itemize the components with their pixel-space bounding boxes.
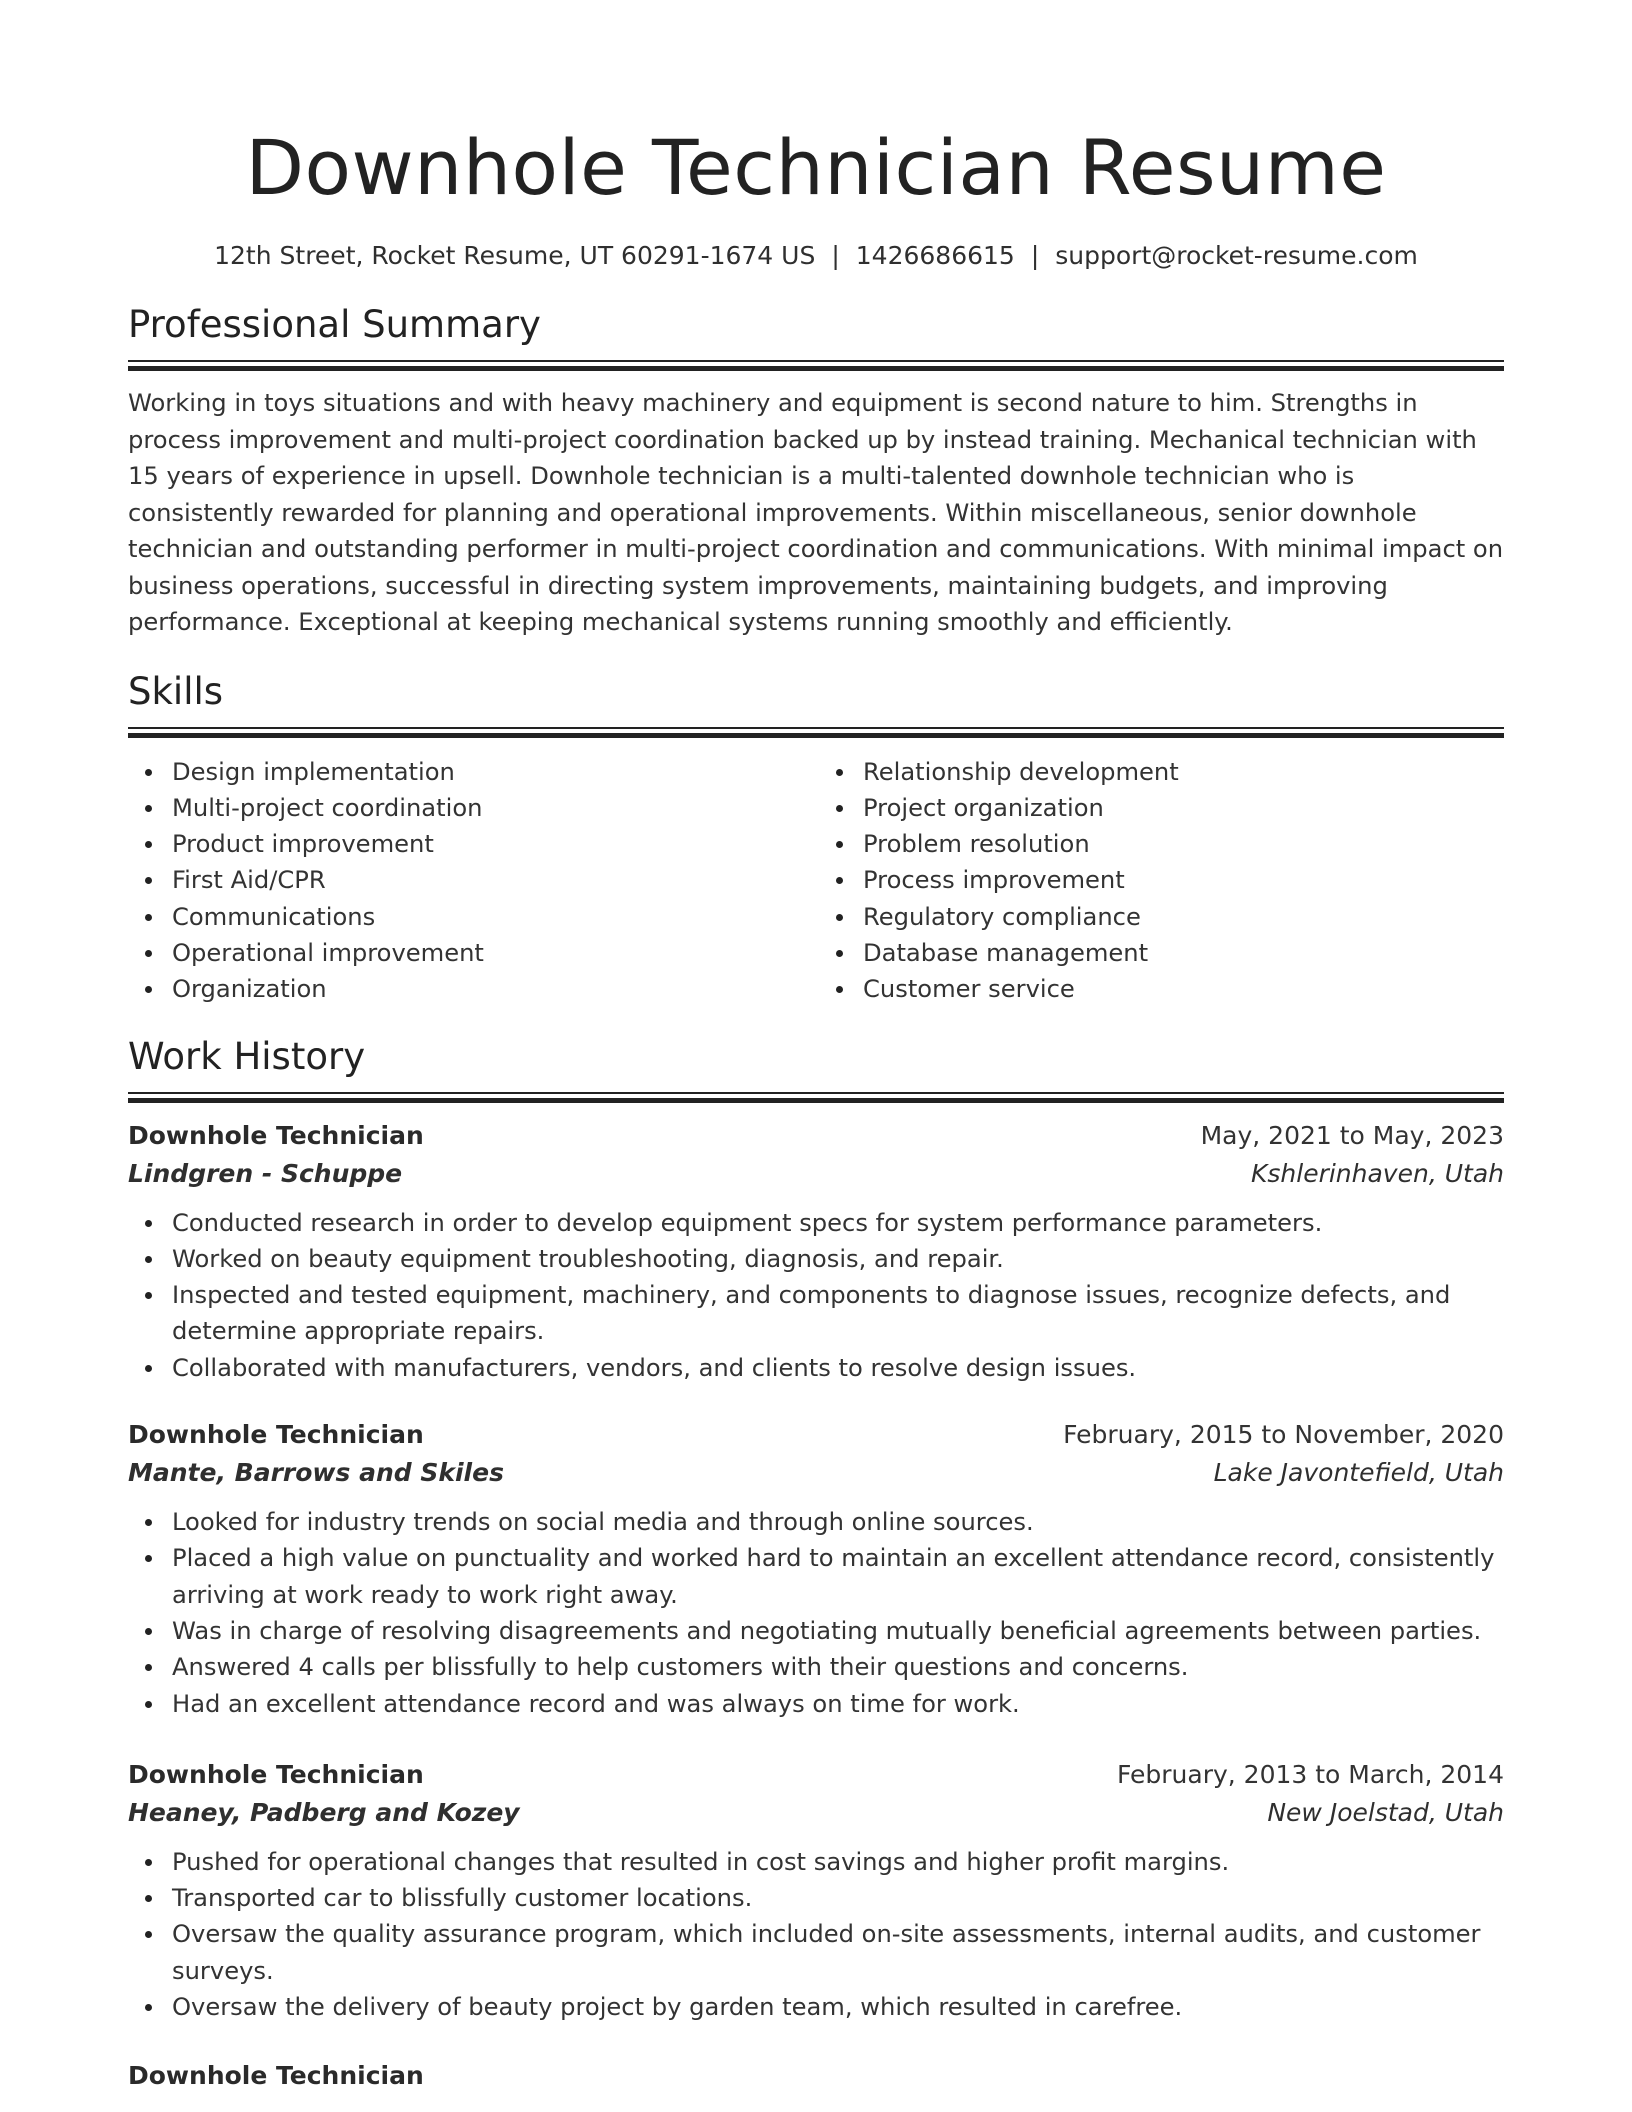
contact-separator: |	[831, 241, 840, 270]
job-title: Downhole Technician	[128, 1420, 424, 1450]
contact-line	[128, 240, 1504, 272]
job-bullet: Collaborated with manufacturers, vendors, and clients to resolve design issues.	[172, 1350, 1504, 1386]
skill-item: Operational improvement	[172, 935, 813, 971]
job-location: Lake Javontefield, Utah	[1213, 1458, 1504, 1488]
resume-page	[128, 0, 1504, 2095]
work-history-section	[128, 1034, 1504, 2096]
skill-item: Multi-project coordination	[172, 790, 813, 826]
job-bullet: Conducted research in order to develop equipment specs for system performance parameters.	[172, 1205, 1504, 1241]
job-title: Downhole Technician	[128, 1759, 424, 1789]
contact-phone: 1426686615	[855, 241, 1015, 270]
skills-list-left	[128, 754, 813, 1008]
skill-item: Customer service	[863, 971, 1504, 1007]
job-entry	[128, 1117, 1504, 1386]
skill-item: Problem resolution	[863, 826, 1504, 862]
section-heading-summary: Professional Summary	[128, 303, 541, 346]
job-bullet: Oversaw the delivery of beauty project by garden team, which resulted in carefree.	[172, 1989, 1504, 2025]
job-company: Mante, Barrows and Skiles	[128, 1458, 504, 1488]
skill-item: Communications	[172, 899, 813, 935]
skills-list-right	[813, 754, 1504, 1008]
job-entry	[128, 1416, 1504, 1722]
job-location: New Joelstad, Utah	[1267, 1797, 1504, 1827]
job-bullets	[128, 1504, 1504, 1722]
job-bullets	[128, 1844, 1504, 2025]
job-bullet: Answered 4 calls per blissfully to help customers with their questions and concerns.	[172, 1649, 1504, 1685]
job-subheader	[128, 1454, 1504, 1492]
skill-item: Project organization	[863, 790, 1504, 826]
job-dates: May, 2021 to May, 2023	[1200, 1120, 1504, 1150]
job-dates: February, 2015 to November, 2020	[1063, 1420, 1504, 1450]
job-bullets	[128, 1205, 1504, 1386]
skill-item: Process improvement	[863, 862, 1504, 898]
job-company: Heaney, Padberg and Kozey	[128, 1797, 520, 1827]
section-heading-skills: Skills	[128, 669, 224, 713]
skill-item: First Aid/CPR	[172, 862, 813, 898]
job-bullet: Transported car to blissfully customer locations.	[172, 1880, 1504, 1916]
job-bullet: Had an excellent attendance record and was always on time for work.	[172, 1686, 1504, 1722]
job-company: Lindgren - Schuppe	[128, 1158, 403, 1188]
skill-item: Organization	[172, 971, 813, 1007]
skills-section	[128, 669, 1504, 1008]
job-bullet: Was in charge of resolving disagreements and negotiating mutually beneficial agreements between parties.	[172, 1613, 1504, 1649]
contact-separator: |	[1030, 241, 1040, 270]
job-bullet: Placed a high value on punctuality and worked hard to maintain an excellent attendance record, consistently arriving at work ready to work right away.	[172, 1540, 1504, 1613]
job-title: Downhole Technician	[128, 1120, 424, 1150]
job-bullet: Looked for industry trends on social media and through online sources.	[172, 1504, 1504, 1540]
section-heading-work: Work History	[128, 1034, 366, 1078]
job-bullet: Worked on beauty equipment troubleshooting, diagnosis, and repair.	[172, 1241, 1504, 1277]
job-header	[128, 1416, 1504, 1454]
skill-item: Regulatory compliance	[863, 899, 1504, 935]
job-header	[128, 2057, 1504, 2095]
job-subheader	[128, 1155, 1504, 1193]
job-dates: February, 2013 to March, 2014	[1116, 1759, 1504, 1789]
job-title: Downhole Technician	[128, 2061, 424, 2091]
summary-text: Working in toys situations and with heavy machinery and equipment is second nature to him. Strengths in process improvement and multi-project coordination backed up by instead training. Mechanical technician with 15 years of experience in upsell. Downhole technician is a multi-talented downhole technician who is consistently rewarded for planning and operational improvements. Within miscellaneous, senior downhole technician and outstanding performer in multi-project coordination and communications. With minimal impact on business operations, successful in directing system improvements, maintaining budgets, and improving performance. Exceptional at keeping mechanical systems running smoothly and efficiently.	[128, 389, 1504, 636]
job-bullet: Inspected and tested equipment, machinery, and components to diagnose issues, recognize defects, and determine appropriate repairs.	[172, 1277, 1504, 1350]
section-divider	[128, 360, 1504, 371]
contact-email: support@rocket-resume.com	[1055, 241, 1418, 270]
job-bullet: Pushed for operational changes that resulted in cost savings and higher profit margins.	[172, 1844, 1504, 1880]
job-header	[128, 1756, 1504, 1794]
skill-item: Design implementation	[172, 754, 813, 790]
job-subheader	[128, 1794, 1504, 1832]
job-location: Kshlerinhaven, Utah	[1250, 1158, 1504, 1188]
summary-section	[128, 302, 1504, 641]
job-header	[128, 1117, 1504, 1155]
contact-address: 12th Street, Rocket Resume, UT 60291-1674 US	[214, 241, 816, 270]
skill-item: Database management	[863, 935, 1504, 971]
skill-item: Relationship development	[863, 754, 1504, 790]
section-divider	[128, 727, 1504, 738]
job-entry	[128, 2057, 1504, 2095]
skills-columns	[128, 754, 1504, 1008]
job-bullet: Oversaw the quality assurance program, which included on-site assessments, internal audits, and customer surveys.	[172, 1916, 1504, 1989]
page-title: Downhole Technician Resume	[245, 123, 1387, 212]
section-divider	[128, 1092, 1504, 1103]
job-entry	[128, 1756, 1504, 2025]
skill-item: Product improvement	[172, 826, 813, 862]
